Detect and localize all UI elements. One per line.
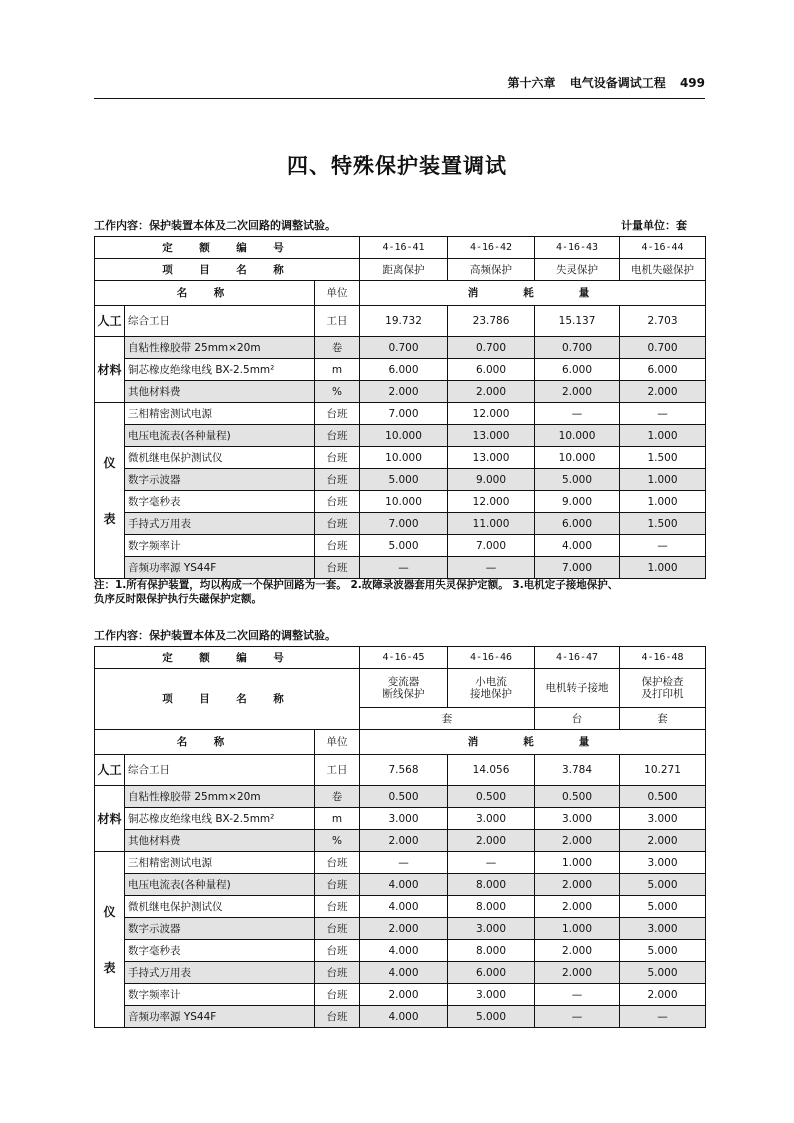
value-cell: 3.000: [535, 808, 620, 830]
value-cell: 1.000: [535, 918, 620, 940]
resource-name: 三相精密测试电源: [125, 852, 315, 874]
work-content-text: 工作内容：保护装置本体及二次回路的调整试验。: [94, 629, 336, 642]
resource-unit: 台班: [315, 962, 360, 984]
resource-name: 铜芯橡皮绝缘电线 BX-2.5mm²: [125, 359, 315, 381]
note-line: 负序反时限保护执行失磁保护定额。: [94, 593, 262, 605]
value-cell: 4.000: [360, 962, 448, 984]
table-note: [94, 578, 705, 606]
quota-code: 4-16-46: [448, 647, 535, 669]
category-instrument-char: 仪: [103, 904, 116, 919]
value-cell: 2.000: [620, 984, 706, 1006]
value-cell: —: [620, 1006, 706, 1028]
quota-code: 4-16-42: [448, 237, 535, 259]
resource-unit: 工日: [315, 306, 360, 337]
resource-name: 微机继电保护测试仪: [125, 896, 315, 918]
table-row: [95, 962, 706, 984]
quota-code: 4-16-43: [535, 237, 620, 259]
value-cell: 23.786: [448, 306, 535, 337]
value-cell: —: [620, 403, 706, 425]
value-cell: 2.000: [360, 381, 448, 403]
value-cell: 5.000: [360, 469, 448, 491]
item-name: 电机转子接地: [535, 669, 620, 708]
value-cell: 1.000: [620, 425, 706, 447]
page-title: 四、特殊保护装置调试: [287, 154, 507, 178]
table-row: [95, 984, 706, 1006]
item-name: 小电流 接地保护: [448, 669, 535, 708]
table-row: [95, 447, 706, 469]
value-cell: 7.000: [535, 557, 620, 579]
value-cell: —: [448, 557, 535, 579]
work-content-2: [94, 629, 705, 643]
category-instrument-char: 仪: [103, 455, 116, 470]
item-name-label: 项 目 名 称: [95, 259, 360, 281]
table-row: [95, 469, 706, 491]
category-instrument-char: 表: [103, 511, 116, 526]
quota-table-1: [94, 236, 706, 579]
value-cell: 10.000: [535, 447, 620, 469]
value-cell: —: [535, 403, 620, 425]
resource-name: 音频功率源 YS44F: [125, 1006, 315, 1028]
item-name-label: 项 目 名 称: [95, 669, 360, 730]
item-name: 保护检查 及打印机: [620, 669, 706, 708]
table-row: [95, 1006, 706, 1028]
value-cell: 2.000: [360, 918, 448, 940]
consumption-header: 消 耗 量: [360, 730, 706, 755]
value-cell: 2.000: [535, 896, 620, 918]
quota-code: 4-16-41: [360, 237, 448, 259]
resource-name: 手持式万用表: [125, 962, 315, 984]
table-row: [95, 852, 706, 874]
resource-name: 数字频率计: [125, 984, 315, 1006]
value-cell: 5.000: [448, 1006, 535, 1028]
value-cell: 3.000: [448, 984, 535, 1006]
value-cell: 14.056: [448, 755, 535, 786]
resource-unit: 台班: [315, 403, 360, 425]
quota-code: 4-16-47: [535, 647, 620, 669]
value-cell: 10.000: [360, 491, 448, 513]
value-cell: —: [360, 852, 448, 874]
value-cell: 7.000: [360, 403, 448, 425]
table-row: [95, 491, 706, 513]
value-cell: 3.000: [448, 808, 535, 830]
value-cell: 10.000: [535, 425, 620, 447]
value-cell: 12.000: [448, 491, 535, 513]
value-cell: 2.000: [360, 984, 448, 1006]
table-row: [95, 647, 706, 669]
value-cell: 0.500: [535, 786, 620, 808]
value-cell: 5.000: [360, 535, 448, 557]
value-cell: 3.000: [620, 918, 706, 940]
value-cell: 3.000: [620, 852, 706, 874]
value-cell: 0.500: [448, 786, 535, 808]
value-cell: 0.500: [360, 786, 448, 808]
value-cell: 6.000: [360, 359, 448, 381]
value-cell: 3.000: [360, 808, 448, 830]
quota-table-2: [94, 646, 706, 1028]
table-row: [95, 403, 706, 425]
value-cell: —: [535, 984, 620, 1006]
resource-name: 其他材料费: [125, 381, 315, 403]
quota-code-label: 定 额 编 号: [95, 647, 360, 669]
measure-unit: 套: [620, 708, 706, 730]
resource-unit: 台班: [315, 425, 360, 447]
resource-unit: 台班: [315, 984, 360, 1006]
value-cell: 5.000: [620, 896, 706, 918]
value-cell: 3.000: [448, 918, 535, 940]
resource-name: 微机继电保护测试仪: [125, 447, 315, 469]
resource-unit: 台班: [315, 896, 360, 918]
table-row: [95, 786, 706, 808]
value-cell: —: [360, 557, 448, 579]
resource-unit: 台班: [315, 469, 360, 491]
value-cell: 11.000: [448, 513, 535, 535]
table-row: [95, 940, 706, 962]
resource-name: 手持式万用表: [125, 513, 315, 535]
value-cell: 12.000: [448, 403, 535, 425]
item-name: 变流器 断线保护: [360, 669, 448, 708]
value-cell: 9.000: [448, 469, 535, 491]
value-cell: 0.700: [535, 337, 620, 359]
resource-name: 自粘性橡胶带 25mm×20m: [125, 786, 315, 808]
measure-unit: 计量单位：套: [621, 219, 687, 232]
table-row: [95, 557, 706, 579]
table-row: [95, 359, 706, 381]
resource-unit: m: [315, 808, 360, 830]
table-row: [95, 535, 706, 557]
resource-name: 铜芯橡皮绝缘电线 BX-2.5mm²: [125, 808, 315, 830]
value-cell: 2.703: [620, 306, 706, 337]
value-cell: 6.000: [535, 359, 620, 381]
table-row: [95, 918, 706, 940]
value-cell: 4.000: [360, 940, 448, 962]
value-cell: 6.000: [620, 359, 706, 381]
value-cell: 2.000: [620, 830, 706, 852]
table-row: [95, 669, 706, 708]
table-row: [95, 381, 706, 403]
value-cell: 2.000: [535, 874, 620, 896]
value-cell: 6.000: [448, 962, 535, 984]
resource-unit: %: [315, 830, 360, 852]
value-cell: 4.000: [360, 896, 448, 918]
value-cell: 7.568: [360, 755, 448, 786]
category-labor: 人工: [95, 306, 125, 337]
value-cell: 5.000: [620, 962, 706, 984]
quota-code-label: 定 额 编 号: [95, 237, 360, 259]
resource-unit: 工日: [315, 755, 360, 786]
value-cell: 4.000: [535, 535, 620, 557]
value-cell: 4.000: [360, 874, 448, 896]
resource-name: 综合工日: [125, 306, 315, 337]
table-row: [95, 808, 706, 830]
table-row: [95, 237, 706, 259]
name-header: 名 称: [95, 730, 315, 755]
table-row: [95, 830, 706, 852]
page-number: 499: [679, 76, 705, 90]
resource-unit: %: [315, 381, 360, 403]
value-cell: 0.700: [448, 337, 535, 359]
work-content-1: [94, 219, 705, 233]
table-row: [95, 337, 706, 359]
value-cell: 2.000: [535, 381, 620, 403]
value-cell: —: [448, 852, 535, 874]
name-header: 名 称: [95, 281, 315, 306]
value-cell: 5.000: [620, 940, 706, 962]
table-row: [95, 755, 706, 786]
resource-name: 自粘性橡胶带 25mm×20m: [125, 337, 315, 359]
value-cell: —: [620, 535, 706, 557]
resource-unit: 卷: [315, 337, 360, 359]
resource-unit: 台班: [315, 940, 360, 962]
value-cell: 7.000: [448, 535, 535, 557]
work-content-text: 工作内容：保护装置本体及二次回路的调整试验。: [94, 219, 336, 232]
value-cell: 1.000: [620, 491, 706, 513]
unit-header: 单位: [315, 730, 360, 755]
value-cell: 6.000: [535, 513, 620, 535]
value-cell: 2.000: [360, 830, 448, 852]
resource-name: 音频功率源 YS44F: [125, 557, 315, 579]
value-cell: 0.700: [620, 337, 706, 359]
resource-name: 综合工日: [125, 755, 315, 786]
resource-name: 电压电流表(各种量程): [125, 425, 315, 447]
quota-code: 4-16-44: [620, 237, 706, 259]
resource-unit: 台班: [315, 874, 360, 896]
resource-unit: 台班: [315, 852, 360, 874]
value-cell: 15.137: [535, 306, 620, 337]
value-cell: 2.000: [448, 381, 535, 403]
value-cell: 0.500: [620, 786, 706, 808]
value-cell: 13.000: [448, 425, 535, 447]
table-row: [95, 306, 706, 337]
resource-unit: 台班: [315, 535, 360, 557]
resource-name: 数字示波器: [125, 918, 315, 940]
note-line: 注：1.所有保护装置，均以构成一个保护回路为一套。 2.故障录波器套用失灵保护定额。 3.电机定子接地保护、: [94, 579, 619, 591]
quota-code: 4-16-45: [360, 647, 448, 669]
value-cell: 1.000: [620, 469, 706, 491]
value-cell: 1.500: [620, 513, 706, 535]
value-cell: 10.000: [360, 447, 448, 469]
chapter-label: 第十六章: [507, 76, 556, 90]
value-cell: 19.732: [360, 306, 448, 337]
category-material: 材料: [95, 786, 125, 852]
resource-unit: 卷: [315, 786, 360, 808]
value-cell: 2.000: [620, 381, 706, 403]
table-row: [95, 281, 706, 306]
resource-name: 数字毫秒表: [125, 491, 315, 513]
resource-unit: m: [315, 359, 360, 381]
measure-unit: 台: [535, 708, 620, 730]
resource-unit: 台班: [315, 447, 360, 469]
resource-unit: 台班: [315, 918, 360, 940]
value-cell: 7.000: [360, 513, 448, 535]
category-material: 材料: [95, 337, 125, 403]
value-cell: 6.000: [448, 359, 535, 381]
resource-name: 数字示波器: [125, 469, 315, 491]
category-labor: 人工: [95, 755, 125, 786]
value-cell: 9.000: [535, 491, 620, 513]
value-cell: 8.000: [448, 896, 535, 918]
value-cell: 1.500: [620, 447, 706, 469]
value-cell: 10.271: [620, 755, 706, 786]
resource-unit: 台班: [315, 513, 360, 535]
item-name: 距离保护: [360, 259, 448, 281]
resource-name: 电压电流表(各种量程): [125, 874, 315, 896]
resource-unit: 台班: [315, 557, 360, 579]
quota-code: 4-16-48: [620, 647, 706, 669]
item-name: 电机失磁保护: [620, 259, 706, 281]
table-row: [95, 874, 706, 896]
resource-name: 数字毫秒表: [125, 940, 315, 962]
value-cell: 13.000: [448, 447, 535, 469]
item-name: 高频保护: [448, 259, 535, 281]
value-cell: 1.000: [535, 852, 620, 874]
value-cell: 8.000: [448, 874, 535, 896]
resource-name: 三相精密测试电源: [125, 403, 315, 425]
measure-unit: 套: [360, 708, 535, 730]
table-row: [95, 259, 706, 281]
value-cell: 2.000: [448, 830, 535, 852]
resource-name: 其他材料费: [125, 830, 315, 852]
value-cell: 1.000: [620, 557, 706, 579]
unit-header: 单位: [315, 281, 360, 306]
page-header: [94, 76, 705, 99]
value-cell: 5.000: [620, 874, 706, 896]
item-name: 失灵保护: [535, 259, 620, 281]
value-cell: 3.000: [620, 808, 706, 830]
table-row: [95, 513, 706, 535]
section-label: 电气设备调试工程: [569, 76, 666, 90]
resource-unit: 台班: [315, 491, 360, 513]
value-cell: 3.784: [535, 755, 620, 786]
value-cell: —: [535, 1006, 620, 1028]
category-instrument: [95, 852, 125, 1028]
value-cell: 8.000: [448, 940, 535, 962]
consumption-header: 消 耗 量: [360, 281, 706, 306]
value-cell: 10.000: [360, 425, 448, 447]
value-cell: 0.700: [360, 337, 448, 359]
table-row: [95, 425, 706, 447]
category-instrument-char: 表: [103, 960, 116, 975]
resource-name: 数字频率计: [125, 535, 315, 557]
value-cell: 5.000: [535, 469, 620, 491]
category-instrument: [95, 403, 125, 579]
value-cell: 2.000: [535, 940, 620, 962]
value-cell: 4.000: [360, 1006, 448, 1028]
value-cell: 2.000: [535, 830, 620, 852]
value-cell: 2.000: [535, 962, 620, 984]
resource-unit: 台班: [315, 1006, 360, 1028]
table-row: [95, 896, 706, 918]
table-row: [95, 730, 706, 755]
